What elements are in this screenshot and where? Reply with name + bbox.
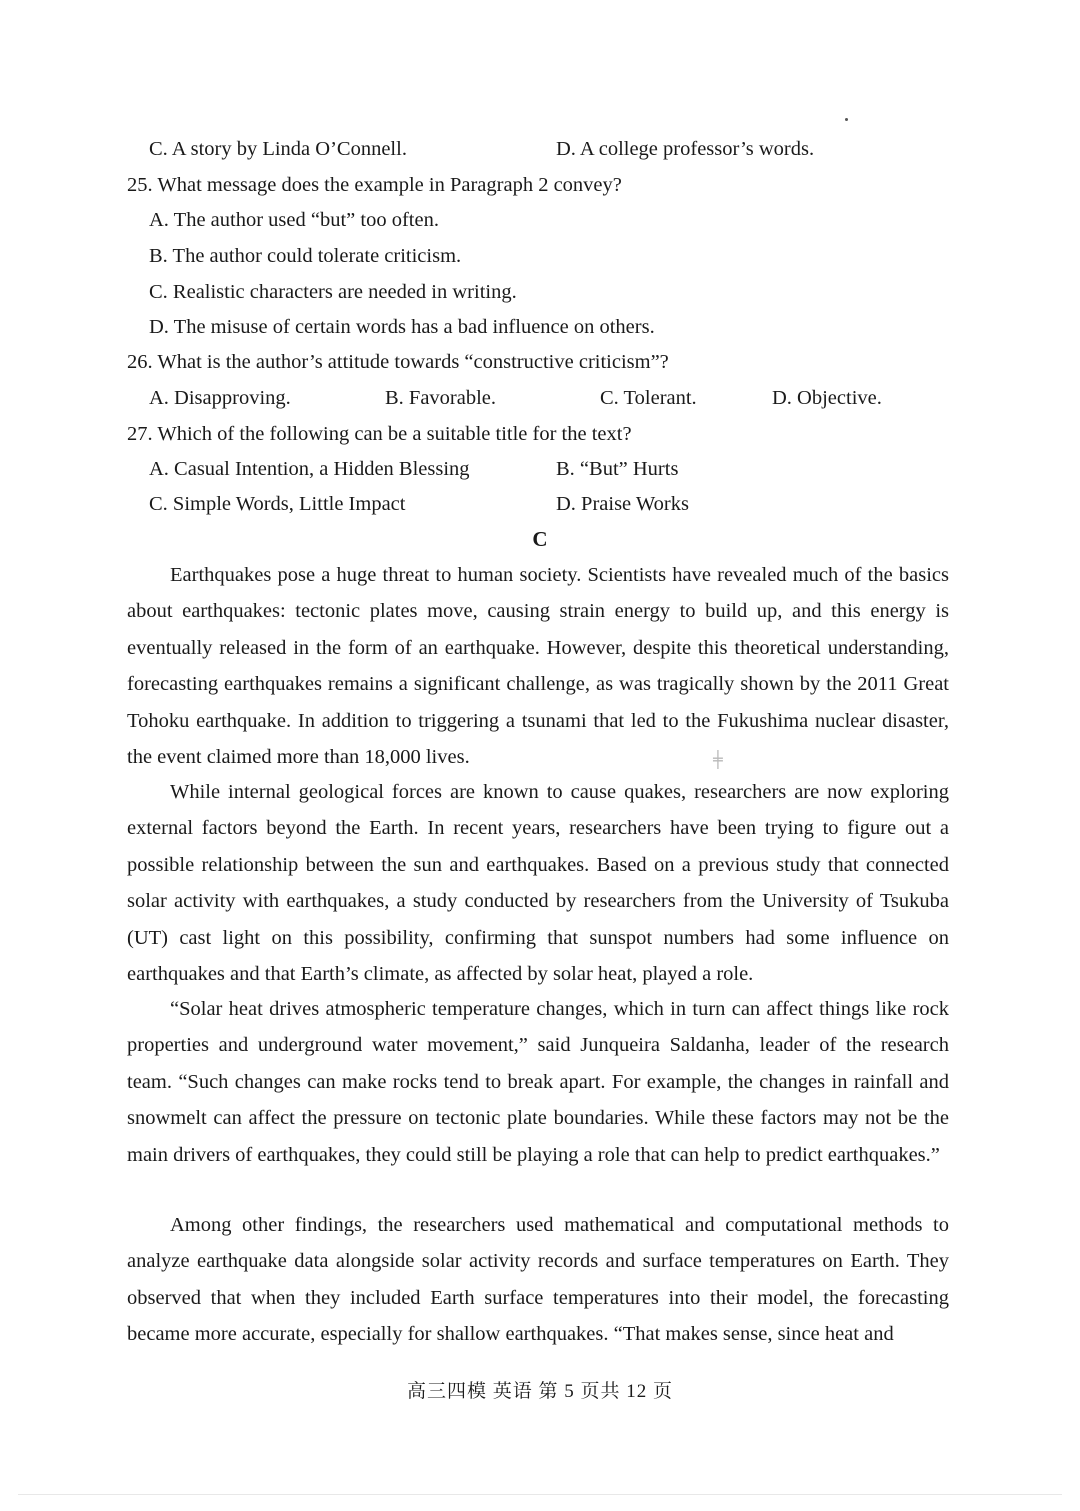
scan-speck bbox=[845, 118, 848, 121]
q26-option-c: C. Tolerant. bbox=[600, 387, 697, 409]
q27-option-a: A. Casual Intention, a Hidden Blessing bbox=[149, 458, 470, 480]
q26-question: 26. What is the author’s attitude towards “constructive criticism”? bbox=[127, 351, 669, 373]
q25-option-c: C. Realistic characters are needed in writing. bbox=[149, 281, 517, 303]
page-footer: 高三四模 英语 第 5 页共 12 页 bbox=[406, 1381, 673, 1402]
passage-paragraph-1: Earthquakes pose a huge threat to human society. Scientists have revealed much of the basics about earthquakes: tectonic plates move, causing strain energy to build up, and this energy is eventually released in the form of an earthquake. However, despite this theoretical understanding, forecasting earthquakes remains a significant challenge, as was tragically shown by the 2011 Great Tohoku earthquake. In addition to triggering a tsunami that led to the Fukushima nuclear disaster, the event claimed more than 18,000 lives. bbox=[127, 564, 949, 769]
q25-option-d: D. The misuse of certain words has a bad influence on others. bbox=[149, 316, 655, 338]
q26-option-d: D. Objective. bbox=[772, 387, 882, 409]
q26-option-b: B. Favorable. bbox=[385, 387, 497, 409]
q27-option-b: B. “But” Hurts bbox=[556, 458, 679, 480]
q24-option-c: C. A story by Linda O’Connell. bbox=[149, 138, 407, 160]
scan-mark: ╪ bbox=[713, 750, 723, 769]
q25-option-b: B. The author could tolerate criticism. bbox=[149, 245, 462, 267]
passage-paragraph-3: “Solar heat drives atmospheric temperature changes, which in turn can affect things like rock properties and underground water movement,” said Junqueira Saldanha, leader of the research team. “Such changes can make rocks tend to break apart. For example, the changes in rainfall and snowmelt can affect the pressure on tectonic plate boundaries. While these factors may not be the main drivers of earthquakes, they could still be playing a role that can help to predict earthquakes.” bbox=[127, 998, 949, 1166]
q27-option-d: D. Praise Works bbox=[556, 493, 689, 515]
passage-paragraph-4: Among other findings, the researchers used mathematical and computational methods to analyze earthquake data alongside solar activity records and surface temperatures on Earth. They observed that when they included Earth surface temperatures into their model, the forecasting became more accurate, especially for shallow earthquakes. “That makes sense, since heat and bbox=[127, 1214, 949, 1346]
passage-paragraph-2: While internal geological forces are known to cause quakes, researchers are now exploring external factors beyond the Earth. In recent years, researchers have been trying to figure out a possible relationship between the sun and earthquakes. Based on a previous study that connected solar activity with earthquakes, a study conducted by researchers from the University of Tsukuba (UT) cast light on this possibility, confirming that sunspot numbers had some influence on earthquakes and that Earth’s climate, as affected by solar heat, played a role. bbox=[127, 781, 949, 986]
q27-question: 27. Which of the following can be a suitable title for the text? bbox=[127, 423, 632, 445]
q25-option-a: A. The author used “but” too often. bbox=[149, 209, 439, 231]
bottom-edge-line bbox=[18, 1494, 1062, 1495]
q27-option-c: C. Simple Words, Little Impact bbox=[149, 493, 406, 515]
section-heading: C bbox=[532, 527, 548, 551]
q26-option-a: A. Disapproving. bbox=[149, 387, 291, 409]
q24-option-d: D. A college professor’s words. bbox=[556, 138, 815, 160]
q25-question: 25. What message does the example in Paragraph 2 convey? bbox=[127, 174, 622, 196]
